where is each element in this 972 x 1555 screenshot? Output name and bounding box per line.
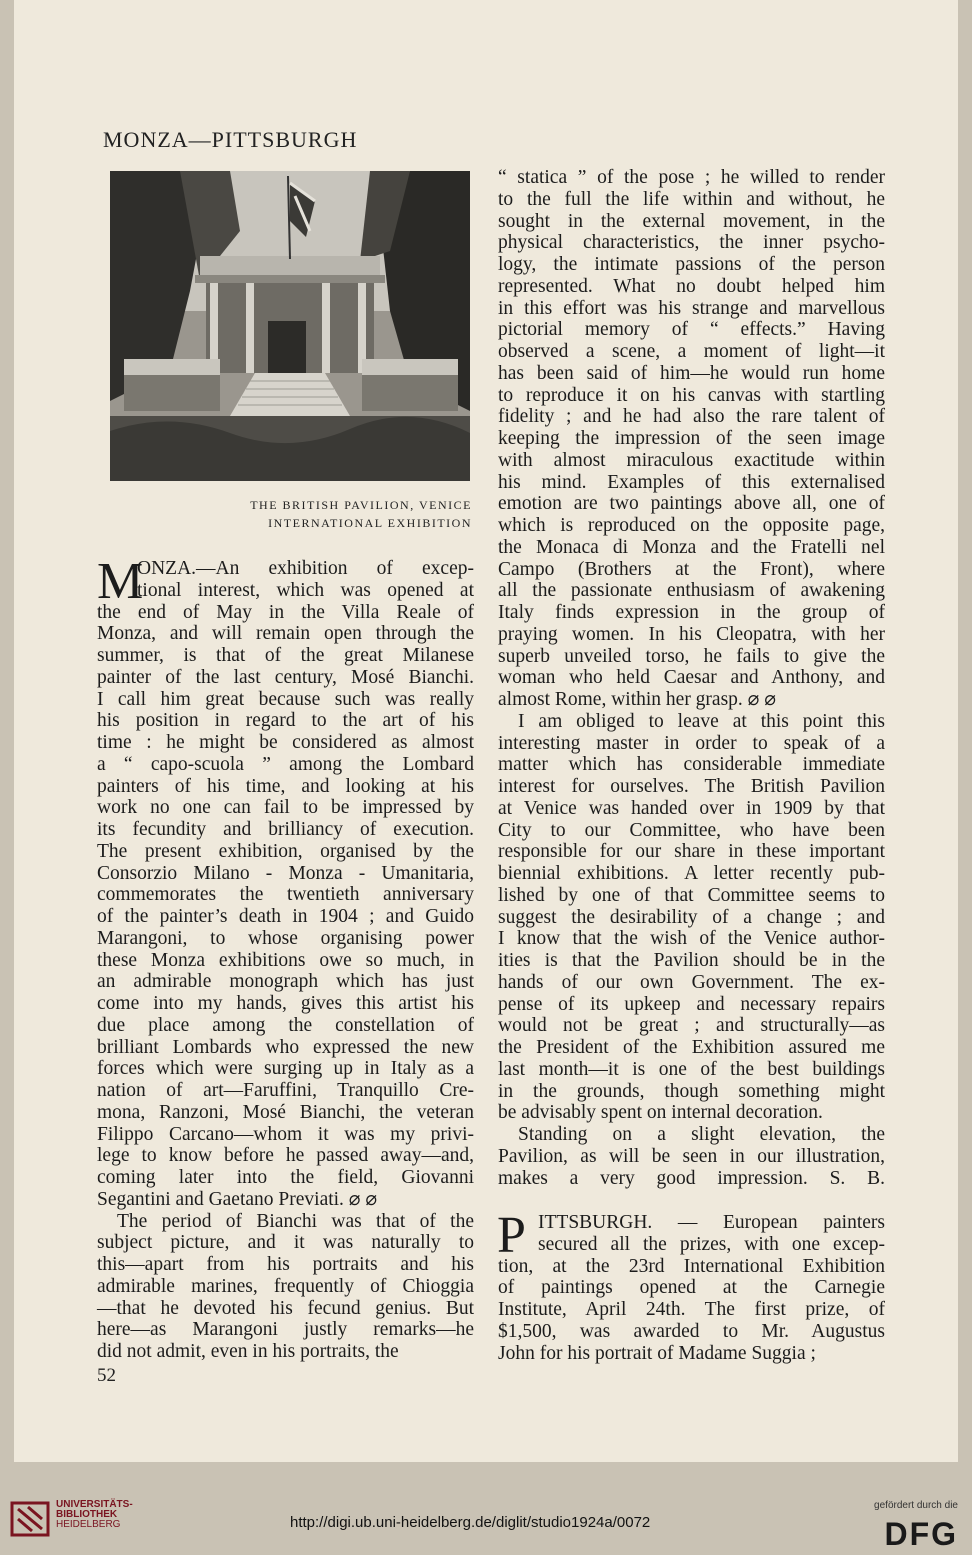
text-line: summer, is that of the great Milanese [97, 645, 474, 666]
text-line: I call him great because such was really [97, 688, 474, 710]
text-line: Pavilion, as will be seen in our illustration, [498, 1145, 885, 1167]
text-line: biennial exhibitions. A letter recently pub- [498, 863, 885, 884]
drop-cap-p: P [497, 1207, 526, 1264]
text-line: mona, Ranzoni, Mosé Bianchi, the veteran [97, 1101, 474, 1123]
text-line: his mind. Examples of this externalised [498, 471, 885, 493]
text-line: John for his portrait of Madame Suggia ; [498, 1342, 816, 1364]
text-line: commemorates the twentieth anniversary [97, 884, 474, 906]
text-line: his position in regard to the art of his [97, 710, 474, 732]
text-line: superb unveiled torso, he fails to give the [498, 645, 885, 667]
text-line: an admirable monograph which has just [97, 971, 474, 993]
text-line: Consorzio Milano - Monza - Umanitaria, [97, 862, 474, 884]
text-line: physical characteristics, the inner psycho- [498, 232, 885, 254]
pittsburgh-paragraph [497, 1207, 885, 1364]
text-line: City to our Committee, who have been [498, 819, 885, 841]
text-line: these Monza exhibitions owe so much, in [97, 949, 474, 971]
text-line: Filippo Carcano—whom it was my privi- [97, 1123, 474, 1145]
text-line: lished by one of that Committee seems to [498, 884, 885, 906]
text-line: the President of the Exhibition assured me [498, 1037, 885, 1058]
text-line: ONZA.—An exhibition of excep- [137, 558, 474, 579]
text-line: The period of Bianchi was that of the [117, 1210, 474, 1232]
text-line: its fecundity and brilliancy of execution. [97, 819, 474, 840]
text-line: logy, the intimate passions of the person [498, 254, 885, 275]
text-line: has been said of him—he would run home [498, 362, 885, 384]
left-column [97, 553, 474, 1363]
text-line: last month—it is one of the best buildings [498, 1058, 885, 1080]
text-line: matter which has considerable immediate [498, 754, 885, 776]
text-line: ities is that the Pavilion should be in the [498, 950, 885, 971]
text-line: in the grounds, though something might [498, 1080, 885, 1102]
text-line: tion, at the 23rd International Exhibition [498, 1255, 885, 1277]
text-line: observed a scene, a moment of light—it [498, 341, 885, 362]
text-line: subject picture, and it was naturally to [97, 1232, 474, 1254]
text-line: pictorial memory of “ effects.” Having [498, 319, 885, 341]
text-line: represented. What no doubt helped him [498, 275, 885, 297]
text-line: a “ capo-scuola ” among the Lombard [97, 753, 474, 775]
text-line: to reproduce it on his canvas with startling [498, 384, 885, 406]
library-name [56, 1500, 133, 1530]
right-column [498, 167, 885, 1189]
text-line: makes a very good impression. S. B. [498, 1167, 885, 1189]
text-line: of the painter’s death in 1904 ; and Guido [97, 906, 474, 927]
text-line: did not admit, even in his portraits, the [97, 1341, 399, 1362]
photo-caption-line1: THE BRITISH PAVILION, VENICE [250, 498, 472, 512]
text-line: Standing on a slight elevation, the [518, 1124, 885, 1145]
text-line: nation of art—Faruffini, Tranquillo Cre- [97, 1080, 474, 1101]
funded-by-label: gefördert durch die [874, 1500, 958, 1511]
text-line: emotion are two paintings above all, one of [498, 493, 885, 515]
text-line: coming later into the field, Giovanni [97, 1167, 474, 1188]
text-line: Marangoni, to whose organising power [97, 927, 474, 949]
text-line: work no one can fail to be impressed by [97, 797, 474, 819]
text-line: almost Rome, within her grasp. ⌀ ⌀ [498, 689, 777, 710]
text-line: admirable marines, frequently of Chioggia [97, 1275, 474, 1297]
british-pavilion-photo [110, 171, 470, 481]
text-line: be advisably spent on internal decoration. [498, 1102, 823, 1124]
text-line: woman who held Caesar and Anthony, and [498, 667, 885, 689]
text-line: suggest the desirability of a change ; and [498, 906, 885, 928]
text-line: Italy finds expression in the group of [498, 602, 885, 623]
text-line: lege to know before he passed away—and, [97, 1145, 474, 1167]
library-line2: BIBLIOTHEK [56, 1509, 118, 1520]
text-line: Institute, April 24th. The first prize, of [498, 1299, 885, 1320]
text-line: this—apart from his portraits and his [97, 1254, 474, 1275]
text-line: secured all the prizes, with one excep- [538, 1233, 885, 1255]
dfg-logo: DFG [884, 1516, 958, 1552]
text-line: time : he might be considered as almost [97, 732, 474, 753]
library-line1: UNIVERSITÄTS- [56, 1499, 133, 1510]
running-header: MONZA—PITTSBURGH [103, 127, 358, 152]
text-line: The present exhibition, organised by the [97, 840, 474, 862]
text-line: interesting master in order to speak of a [498, 732, 885, 754]
text-line: come into my hands, gives this artist his [97, 993, 474, 1014]
source-url[interactable]: http://digi.ub.uni-heidelberg.de/diglit/studio1924a/0072 [290, 1514, 651, 1531]
text-line: the end of May in the Villa Reale of [97, 601, 474, 623]
text-line: Campo (Brothers at the Front), where [498, 558, 885, 580]
text-line: here—as Marangoni justly remarks—he [97, 1319, 474, 1341]
text-line: ITTSBURGH. — European painters [538, 1212, 885, 1233]
text-line: painters of his time, and looking at his [97, 775, 474, 797]
text-line: of paintings opened at the Carnegie [498, 1277, 885, 1299]
text-line: hands of our own Government. The ex- [498, 971, 885, 993]
text-line: forces which were surging up in Italy as a [97, 1058, 474, 1080]
text-line: with almost miraculous exactitude within [498, 449, 885, 471]
text-line: Monza, and will remain open through the [97, 623, 474, 645]
library-line3: HEIDELBERG [56, 1519, 121, 1530]
text-line: pense of its upkeep and necessary repairs [498, 993, 885, 1015]
text-line: would not be great ; and structurally—as [498, 1015, 885, 1037]
library-logo-icon [8, 1497, 52, 1541]
text-line: —that he devoted his fecund genius. But [97, 1297, 474, 1319]
text-line: the Monaca di Monza and the Fratelli nel [498, 536, 885, 558]
text-line: tional interest, which was opened at [137, 579, 474, 601]
text-line: praying women. In his Cleopatra, with her [498, 623, 885, 645]
photo-caption-line2: INTERNATIONAL EXHIBITION [268, 516, 472, 530]
text-line: $1,500, was awarded to Mr. Augustus [498, 1320, 885, 1342]
text-line: keeping the impression of the seen image [498, 428, 885, 449]
text-line: interest for ourselves. The British Pavilion [498, 776, 885, 797]
text-line: due place among the constellation of [97, 1014, 474, 1036]
text-line: at Venice was handed over in 1909 by that [498, 797, 885, 819]
text-line: I know that the wish of the Venice author- [498, 928, 885, 950]
text-line: Segantini and Gaetano Previati. ⌀ ⌀ [97, 1188, 378, 1210]
text-line: all the passionate enthusiasm of awakening [498, 580, 885, 602]
footer-bar [0, 1462, 972, 1555]
text-line: sought in the external movement, in the [498, 210, 885, 232]
text-line: which is reproduced on the opposite page, [498, 515, 885, 536]
text-line: in this effort was his strange and marvellous [498, 297, 885, 319]
drop-cap-m: M [97, 553, 144, 610]
text-line: to the full the life within and without, he [498, 188, 885, 210]
text-line: painter of the last century, Mosé Bianchi. [97, 666, 474, 688]
page-number: 52 [97, 1365, 116, 1386]
text-line: responsible for our share in these important [498, 841, 885, 863]
text-line: I am obliged to leave at this point this [518, 710, 885, 732]
text-line: fidelity ; and he had also the rare talent of [498, 406, 885, 428]
text-line: “ statica ” of the pose ; he willed to render [498, 167, 885, 188]
text-line: brilliant Lombards who expressed the new [97, 1036, 474, 1058]
